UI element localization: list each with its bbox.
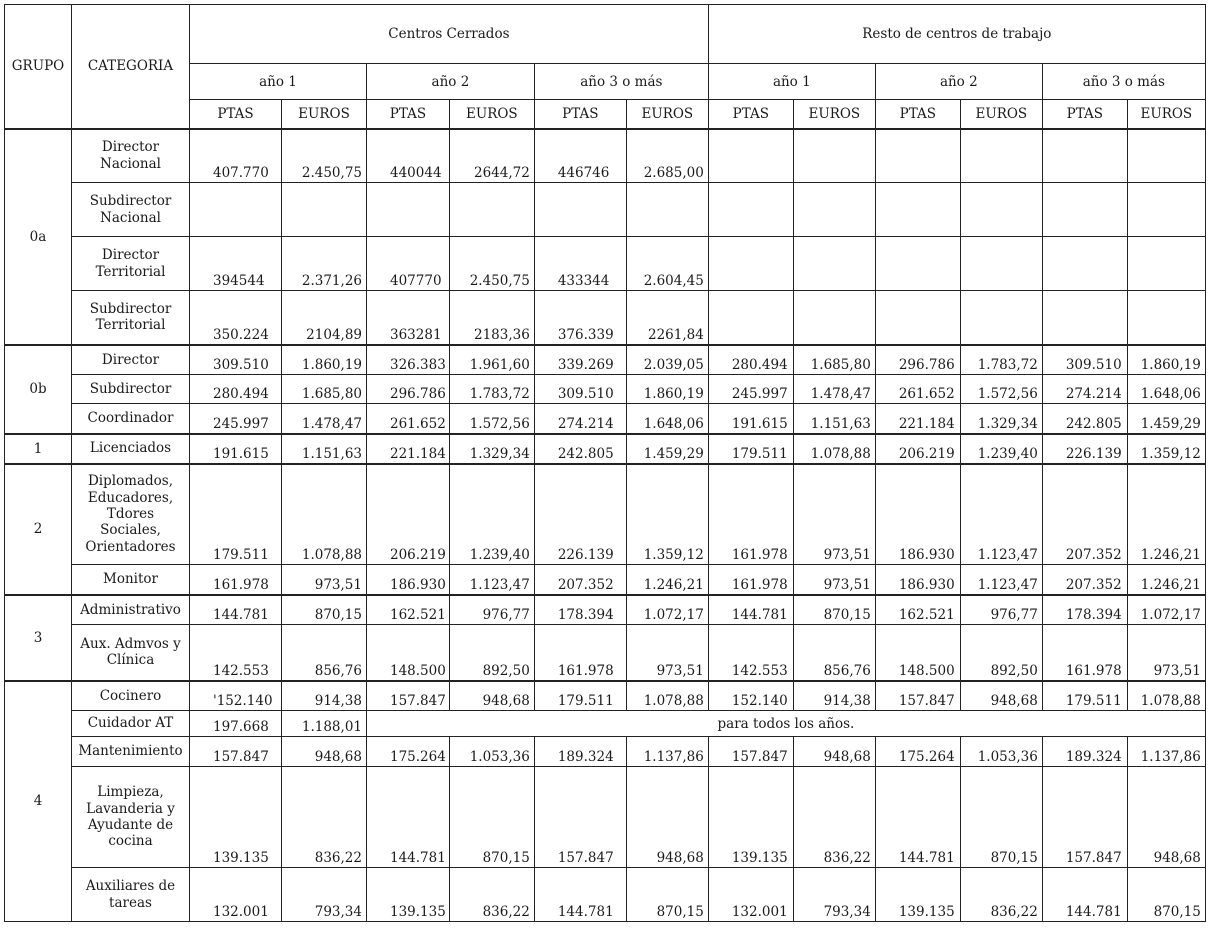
- euros-value: 892,50: [449, 625, 534, 681]
- ptas-value: [708, 237, 793, 291]
- ptas-value: 309.510: [190, 345, 282, 375]
- ptas-value: 179.511: [1042, 681, 1127, 711]
- ptas-value: 161.978: [534, 625, 626, 681]
- centros-cerrados-header: Centros Cerrados: [190, 5, 709, 64]
- euros-value: 1.459,29: [1127, 404, 1205, 434]
- ptas-value: 144.781: [190, 595, 282, 625]
- euros-value: 948,68: [449, 681, 534, 711]
- ptas-value: 206.219: [367, 464, 450, 565]
- ptas-value: [708, 291, 793, 345]
- ptas-value: 142.553: [708, 625, 793, 681]
- category-cell: Coordinador: [72, 404, 190, 434]
- ptas-value: [534, 183, 626, 237]
- ptas-value: 157.847: [367, 681, 450, 711]
- euros-value: 1.459,29: [626, 434, 708, 464]
- grupo-header: GRUPO: [5, 5, 72, 129]
- ptas-value: 350.224: [190, 291, 282, 345]
- table-row: [5, 868, 1206, 922]
- table-row: [5, 291, 1206, 345]
- ptas-header: PTAS: [708, 100, 793, 129]
- euros-value: 870,15: [793, 595, 875, 625]
- ptas-value: 161.978: [708, 464, 793, 565]
- category-cell: Subdirector Territorial: [72, 291, 190, 345]
- ptas-value: 178.394: [1042, 595, 1127, 625]
- euros-value: [960, 237, 1042, 291]
- ptas-value: 186.930: [875, 464, 960, 565]
- ptas-value: 242.805: [534, 434, 626, 464]
- euros-value: 948,68: [626, 767, 708, 868]
- euros-value: 870,15: [282, 595, 367, 625]
- euros-value: 1.961,60: [449, 345, 534, 375]
- euros-value: 1.329,34: [449, 434, 534, 464]
- ptas-value: 274.214: [534, 404, 626, 434]
- ptas-value: 309.510: [1042, 345, 1127, 375]
- table-row: [5, 464, 1206, 565]
- euros-value: 976,77: [449, 595, 534, 625]
- euros-value: [1127, 129, 1205, 183]
- ptas-value: 144.781: [534, 868, 626, 922]
- euros-value: 948,68: [1127, 767, 1205, 868]
- table-row: [5, 681, 1206, 711]
- year-header: año 3 o más: [534, 64, 708, 100]
- category-cell: Director Territorial: [72, 237, 190, 291]
- table-row: [5, 565, 1206, 595]
- category-cell: Licenciados: [72, 434, 190, 464]
- ptas-header: PTAS: [367, 100, 450, 129]
- ptas-value: 139.135: [367, 868, 450, 922]
- euros-value: 1.151,63: [282, 434, 367, 464]
- euros-value: 1.123,47: [449, 565, 534, 595]
- group-cell: 0b: [5, 345, 72, 434]
- year-header: año 2: [367, 64, 535, 100]
- category-cell: Monitor: [72, 565, 190, 595]
- ptas-value: 376.339: [534, 291, 626, 345]
- ptas-value: 161.978: [190, 565, 282, 595]
- euros-value: 1.648,06: [1127, 375, 1205, 404]
- ptas-value: 191.615: [190, 434, 282, 464]
- category-cell: Diplomados, Educadores, Tdores Sociales, Orientadores: [72, 464, 190, 565]
- euros-value: 2.371,26: [282, 237, 367, 291]
- euros-value: 892,50: [960, 625, 1042, 681]
- ptas-value: [875, 237, 960, 291]
- euros-value: 914,38: [282, 681, 367, 711]
- ptas-value: 226.139: [534, 464, 626, 565]
- ptas-value: 179.511: [190, 464, 282, 565]
- resto-centros-header: Resto de centros de trabajo: [708, 5, 1205, 64]
- ptas-value: 152.140: [708, 681, 793, 711]
- ptas-value: [190, 183, 282, 237]
- euros-value: 1.078,88: [626, 681, 708, 711]
- ptas-value: 178.394: [534, 595, 626, 625]
- ptas-value: [367, 183, 450, 237]
- euros-value: [793, 291, 875, 345]
- ptas-value: 296.786: [875, 345, 960, 375]
- ptas-value: 221.184: [875, 404, 960, 434]
- group-cell: 0a: [5, 129, 72, 345]
- ptas-value: 144.781: [367, 767, 450, 868]
- ptas-value: [1042, 237, 1127, 291]
- euros-header: EUROS: [282, 100, 367, 129]
- ptas-value: 148.500: [367, 625, 450, 681]
- euros-value: 1.572,56: [960, 375, 1042, 404]
- ptas-value: 179.511: [708, 434, 793, 464]
- euros-header: EUROS: [793, 100, 875, 129]
- note-cell: para todos los años.: [367, 711, 1206, 737]
- category-cell: Subdirector Nacional: [72, 183, 190, 237]
- table-row: [5, 767, 1206, 868]
- euros-value: 948,68: [960, 681, 1042, 711]
- category-cell: Cuidador AT: [72, 711, 190, 737]
- table-row: [5, 737, 1206, 767]
- ptas-value: 207.352: [1042, 464, 1127, 565]
- ptas-value: 161.978: [708, 565, 793, 595]
- euros-value: 2.450,75: [282, 129, 367, 183]
- ptas-value: 440044: [367, 129, 450, 183]
- category-cell: Administrativo: [72, 595, 190, 625]
- ptas-value: '152.140: [190, 681, 282, 711]
- euros-value: 973,51: [1127, 625, 1205, 681]
- euros-value: 2261,84: [626, 291, 708, 345]
- euros-value: 2.450,75: [449, 237, 534, 291]
- euros-value: 1.078,88: [282, 464, 367, 565]
- ptas-value: 207.352: [1042, 565, 1127, 595]
- euros-value: 1.478,47: [793, 375, 875, 404]
- ptas-value: 245.997: [708, 375, 793, 404]
- ptas-value: 446746: [534, 129, 626, 183]
- euros-value: [449, 183, 534, 237]
- euros-value: 1.072,17: [1127, 595, 1205, 625]
- ptas-value: [1042, 291, 1127, 345]
- euros-value: 870,15: [960, 767, 1042, 868]
- euros-value: 1.572,56: [449, 404, 534, 434]
- ptas-value: [1042, 183, 1127, 237]
- ptas-value: 157.847: [1042, 767, 1127, 868]
- euros-value: 1.137,86: [1127, 737, 1205, 767]
- group-cell: 3: [5, 595, 72, 681]
- euros-value: [282, 183, 367, 237]
- euros-value: 1.188,01: [282, 711, 367, 737]
- ptas-value: 189.324: [1042, 737, 1127, 767]
- ptas-value: 186.930: [875, 565, 960, 595]
- ptas-value: 157.847: [190, 737, 282, 767]
- ptas-value: 175.264: [367, 737, 450, 767]
- ptas-header: PTAS: [875, 100, 960, 129]
- euros-value: 1.860,19: [282, 345, 367, 375]
- ptas-value: 157.847: [708, 737, 793, 767]
- euros-value: [793, 237, 875, 291]
- ptas-value: 175.264: [875, 737, 960, 767]
- ptas-value: 157.847: [534, 767, 626, 868]
- euros-value: [626, 183, 708, 237]
- year-header: año 1: [708, 64, 875, 100]
- group-cell: 1: [5, 434, 72, 464]
- ptas-header: PTAS: [534, 100, 626, 129]
- euros-value: [793, 183, 875, 237]
- euros-value: 2104,89: [282, 291, 367, 345]
- ptas-value: 157.847: [875, 681, 960, 711]
- ptas-value: [708, 183, 793, 237]
- euros-value: [1127, 237, 1205, 291]
- euros-value: 1.137,86: [626, 737, 708, 767]
- euros-value: 2644,72: [449, 129, 534, 183]
- ptas-value: 261.652: [367, 404, 450, 434]
- euros-header: EUROS: [626, 100, 708, 129]
- table-row: [5, 434, 1206, 464]
- salary-table: [4, 4, 1206, 922]
- ptas-value: [875, 291, 960, 345]
- ptas-value: 394544: [190, 237, 282, 291]
- ptas-value: 144.781: [708, 595, 793, 625]
- ptas-value: 186.930: [367, 565, 450, 595]
- euros-value: 1.072,17: [626, 595, 708, 625]
- euros-value: 870,15: [1127, 868, 1205, 922]
- ptas-value: 274.214: [1042, 375, 1127, 404]
- euros-value: 1.685,80: [793, 345, 875, 375]
- ptas-value: 148.500: [875, 625, 960, 681]
- ptas-value: 339.269: [534, 345, 626, 375]
- ptas-value: 226.139: [1042, 434, 1127, 464]
- ptas-value: 139.135: [708, 767, 793, 868]
- euros-header: EUROS: [449, 100, 534, 129]
- euros-value: 836,22: [449, 868, 534, 922]
- euros-value: 793,34: [282, 868, 367, 922]
- table-row: [5, 404, 1206, 434]
- table-row: [5, 237, 1206, 291]
- euros-value: 1.239,40: [449, 464, 534, 565]
- euros-value: 1.078,88: [1127, 681, 1205, 711]
- euros-value: 1.783,72: [960, 345, 1042, 375]
- ptas-value: [875, 129, 960, 183]
- euros-value: 973,51: [626, 625, 708, 681]
- ptas-value: 207.352: [534, 565, 626, 595]
- ptas-value: 280.494: [708, 345, 793, 375]
- euros-value: 836,22: [793, 767, 875, 868]
- euros-value: 976,77: [960, 595, 1042, 625]
- ptas-value: 132.001: [190, 868, 282, 922]
- euros-value: 2.039,05: [626, 345, 708, 375]
- euros-header: EUROS: [1127, 100, 1205, 129]
- euros-value: 973,51: [793, 464, 875, 565]
- euros-value: 1.078,88: [793, 434, 875, 464]
- categoria-header: CATEGORIA: [72, 5, 190, 129]
- ptas-header: PTAS: [1042, 100, 1127, 129]
- category-cell: Subdirector: [72, 375, 190, 404]
- ptas-value: [875, 183, 960, 237]
- euros-value: 1.359,12: [1127, 434, 1205, 464]
- euros-value: 1.783,72: [449, 375, 534, 404]
- ptas-value: 206.219: [875, 434, 960, 464]
- euros-value: 1.246,21: [1127, 565, 1205, 595]
- table-row: [5, 711, 1206, 737]
- euros-value: 1.123,47: [960, 464, 1042, 565]
- euros-value: [1127, 291, 1205, 345]
- euros-value: [1127, 183, 1205, 237]
- category-cell: Cocinero: [72, 681, 190, 711]
- euros-value: 2.604,45: [626, 237, 708, 291]
- category-cell: Mantenimiento: [72, 737, 190, 767]
- ptas-value: 326.383: [367, 345, 450, 375]
- category-cell: Director Nacional: [72, 129, 190, 183]
- ptas-value: 280.494: [190, 375, 282, 404]
- category-cell: Aux. Admvos y Clínica: [72, 625, 190, 681]
- euros-value: 1.329,34: [960, 404, 1042, 434]
- euros-value: 1.648,06: [626, 404, 708, 434]
- euros-value: 1.239,40: [960, 434, 1042, 464]
- euros-value: [960, 129, 1042, 183]
- table-row: [5, 183, 1206, 237]
- ptas-value: 245.997: [190, 404, 282, 434]
- euros-value: 1.685,80: [282, 375, 367, 404]
- year-header: año 1: [190, 64, 367, 100]
- table-row: [5, 625, 1206, 681]
- ptas-value: 139.135: [875, 868, 960, 922]
- euros-header: EUROS: [960, 100, 1042, 129]
- euros-value: [960, 291, 1042, 345]
- ptas-value: 261.652: [875, 375, 960, 404]
- euros-value: 1.151,63: [793, 404, 875, 434]
- euros-value: 1.359,12: [626, 464, 708, 565]
- euros-value: 1.246,21: [626, 565, 708, 595]
- euros-value: [793, 129, 875, 183]
- ptas-value: 144.781: [875, 767, 960, 868]
- ptas-value: 162.521: [875, 595, 960, 625]
- euros-value: [960, 183, 1042, 237]
- euros-value: 856,76: [282, 625, 367, 681]
- euros-value: 836,22: [960, 868, 1042, 922]
- category-cell: Director: [72, 345, 190, 375]
- ptas-value: 142.553: [190, 625, 282, 681]
- euros-value: 948,68: [282, 737, 367, 767]
- ptas-value: 242.805: [1042, 404, 1127, 434]
- euros-value: 1.053,36: [449, 737, 534, 767]
- euros-value: 973,51: [282, 565, 367, 595]
- category-cell: Auxiliares de tareas: [72, 868, 190, 922]
- ptas-value: 407.770: [190, 129, 282, 183]
- euros-value: 1.053,36: [960, 737, 1042, 767]
- euros-value: 2.685,00: [626, 129, 708, 183]
- ptas-value: 179.511: [534, 681, 626, 711]
- euros-value: 836,22: [282, 767, 367, 868]
- ptas-value: 139.135: [190, 767, 282, 868]
- ptas-value: 161.978: [1042, 625, 1127, 681]
- ptas-value: 191.615: [708, 404, 793, 434]
- euros-value: 793,34: [793, 868, 875, 922]
- euros-value: 914,38: [793, 681, 875, 711]
- euros-value: 870,15: [449, 767, 534, 868]
- euros-value: 973,51: [793, 565, 875, 595]
- ptas-value: [1042, 129, 1127, 183]
- year-header: año 2: [875, 64, 1042, 100]
- ptas-value: 433344: [534, 237, 626, 291]
- euros-value: 870,15: [626, 868, 708, 922]
- ptas-value: 407770: [367, 237, 450, 291]
- ptas-value: 144.781: [1042, 868, 1127, 922]
- ptas-header: PTAS: [190, 100, 282, 129]
- euros-value: 2183,36: [449, 291, 534, 345]
- euros-value: 1.860,19: [626, 375, 708, 404]
- euros-value: 1.478,47: [282, 404, 367, 434]
- ptas-value: 162.521: [367, 595, 450, 625]
- table-row: [5, 129, 1206, 183]
- ptas-value: 132.001: [708, 868, 793, 922]
- ptas-value: 309.510: [534, 375, 626, 404]
- table-row: [5, 595, 1206, 625]
- year-header: año 3 o más: [1042, 64, 1205, 100]
- ptas-value: 363281: [367, 291, 450, 345]
- euros-value: 948,68: [793, 737, 875, 767]
- ptas-value: [708, 129, 793, 183]
- euros-value: 1.123,47: [960, 565, 1042, 595]
- group-cell: 2: [5, 464, 72, 595]
- category-cell: Limpieza, Lavanderia y Ayudante de cocina: [72, 767, 190, 868]
- euros-value: 1.246,21: [1127, 464, 1205, 565]
- ptas-value: 197.668: [190, 711, 282, 737]
- table-row: [5, 345, 1206, 375]
- euros-value: 1.860,19: [1127, 345, 1205, 375]
- ptas-value: 296.786: [367, 375, 450, 404]
- table-row: [5, 375, 1206, 404]
- group-cell: 4: [5, 681, 72, 922]
- euros-value: 856,76: [793, 625, 875, 681]
- ptas-value: 221.184: [367, 434, 450, 464]
- ptas-value: 189.324: [534, 737, 626, 767]
